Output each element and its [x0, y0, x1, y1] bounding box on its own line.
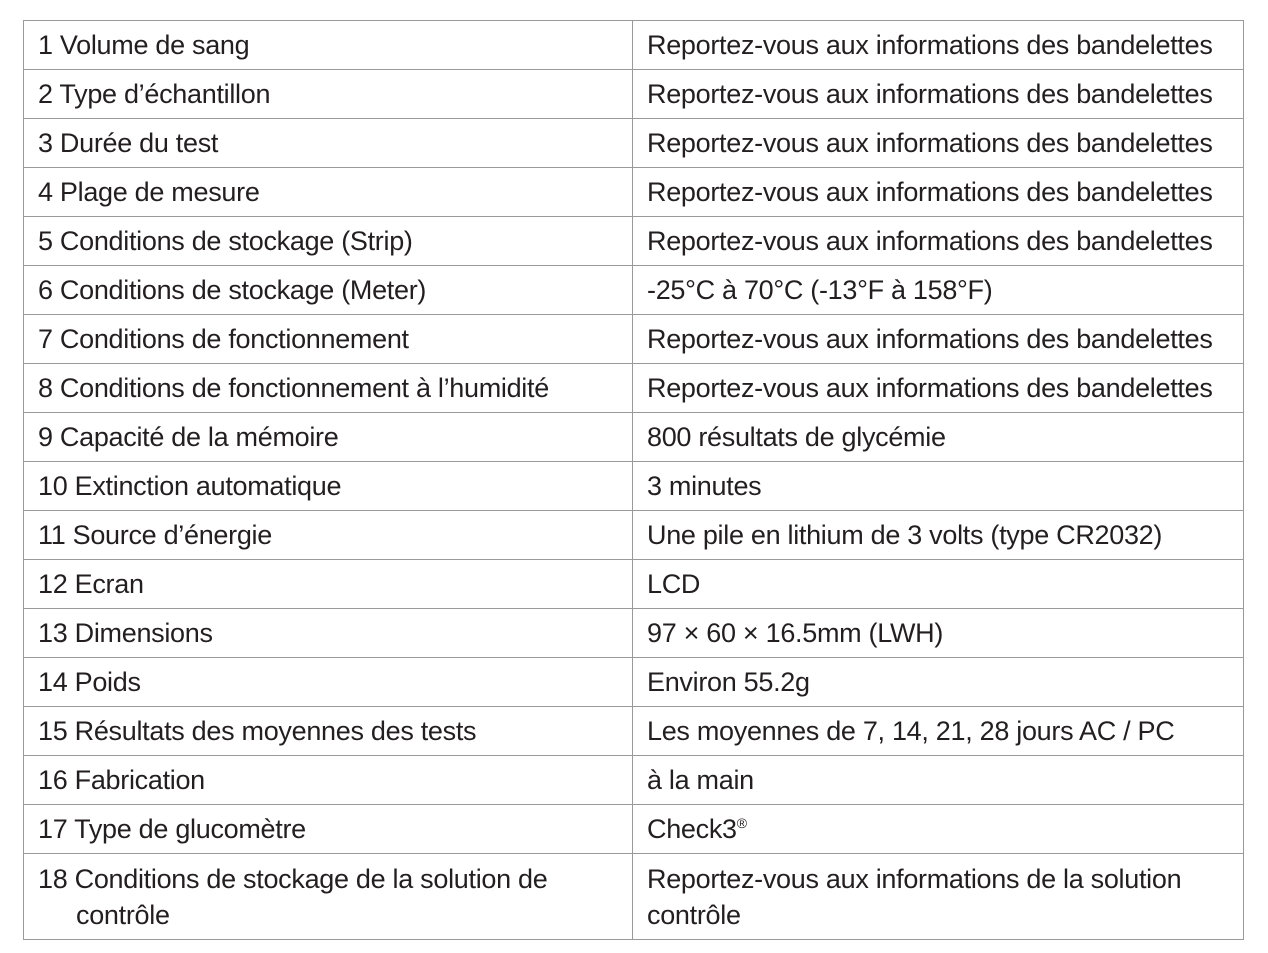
spec-value: Reportez-vous aux informations des bandelettes	[633, 21, 1244, 70]
table-row	[24, 21, 1244, 70]
spec-label: 8 Conditions de fonctionnement à l’humidité	[24, 364, 633, 413]
table-row	[24, 707, 1244, 756]
spec-label: 10 Extinction automatique	[24, 462, 633, 511]
spec-label: 7 Conditions de fonctionnement	[24, 315, 633, 364]
spec-label: 5 Conditions de stockage (Strip)	[24, 217, 633, 266]
spec-label: 13 Dimensions	[24, 609, 633, 658]
spec-label: 14 Poids	[24, 658, 633, 707]
spec-label: 15 Résultats des moyennes des tests	[24, 707, 633, 756]
registered-mark: ®	[736, 815, 747, 831]
spec-label-text: 18 Conditions de stockage de la solution de contrôle	[38, 863, 548, 930]
spec-value: LCD	[633, 560, 1244, 609]
spec-value: Reportez-vous aux informations des bandelettes	[633, 217, 1244, 266]
spec-value: à la main	[633, 756, 1244, 805]
spec-label: 9 Capacité de la mémoire	[24, 413, 633, 462]
spec-label: 17 Type de glucomètre	[24, 805, 633, 854]
spec-label: 4 Plage de mesure	[24, 168, 633, 217]
spec-value: Les moyennes de 7, 14, 21, 28 jours AC / PC	[633, 707, 1244, 756]
table-row	[24, 756, 1244, 805]
spec-value: Environ 55.2g	[633, 658, 1244, 707]
table-row	[24, 413, 1244, 462]
table-row	[24, 609, 1244, 658]
table-row	[24, 168, 1244, 217]
spec-value: Reportez-vous aux informations des bandelettes	[633, 70, 1244, 119]
spec-value: Reportez-vous aux informations des bandelettes	[633, 364, 1244, 413]
spec-label: 2 Type d’échantillon	[24, 70, 633, 119]
table-row	[24, 119, 1244, 168]
spec-value: 97 × 60 × 16.5mm (LWH)	[633, 609, 1244, 658]
spec-value: -25°C à 70°C (-13°F à 158°F)	[633, 266, 1244, 315]
table-row	[24, 560, 1244, 609]
spec-value	[633, 805, 1244, 854]
table-row	[24, 315, 1244, 364]
spec-label: 6 Conditions de stockage (Meter)	[24, 266, 633, 315]
table-row	[24, 266, 1244, 315]
spec-value: Reportez-vous aux informations des bandelettes	[633, 119, 1244, 168]
spec-value: Reportez-vous aux informations de la solution contrôle	[633, 854, 1244, 940]
spec-label: 11 Source d’énergie	[24, 511, 633, 560]
table-row	[24, 805, 1244, 854]
meter-type-name: Check3	[647, 814, 737, 844]
spec-label: 12 Ecran	[24, 560, 633, 609]
spec-label: 16 Fabrication	[24, 756, 633, 805]
table-row	[24, 511, 1244, 560]
spec-label: 3 Durée du test	[24, 119, 633, 168]
spec-label: 1 Volume de sang	[24, 21, 633, 70]
spec-label	[24, 854, 633, 940]
spec-value: Une pile en lithium de 3 volts (type CR2032)	[633, 511, 1244, 560]
table-row	[24, 217, 1244, 266]
table-row	[24, 462, 1244, 511]
spec-value: Reportez-vous aux informations des bandelettes	[633, 168, 1244, 217]
spec-value: 800 résultats de glycémie	[633, 413, 1244, 462]
spec-value: 3 minutes	[633, 462, 1244, 511]
table-row	[24, 854, 1244, 940]
spec-value: Reportez-vous aux informations des bandelettes	[633, 315, 1244, 364]
table-row	[24, 658, 1244, 707]
table-row	[24, 364, 1244, 413]
table-row	[24, 70, 1244, 119]
specifications-table	[23, 20, 1244, 940]
